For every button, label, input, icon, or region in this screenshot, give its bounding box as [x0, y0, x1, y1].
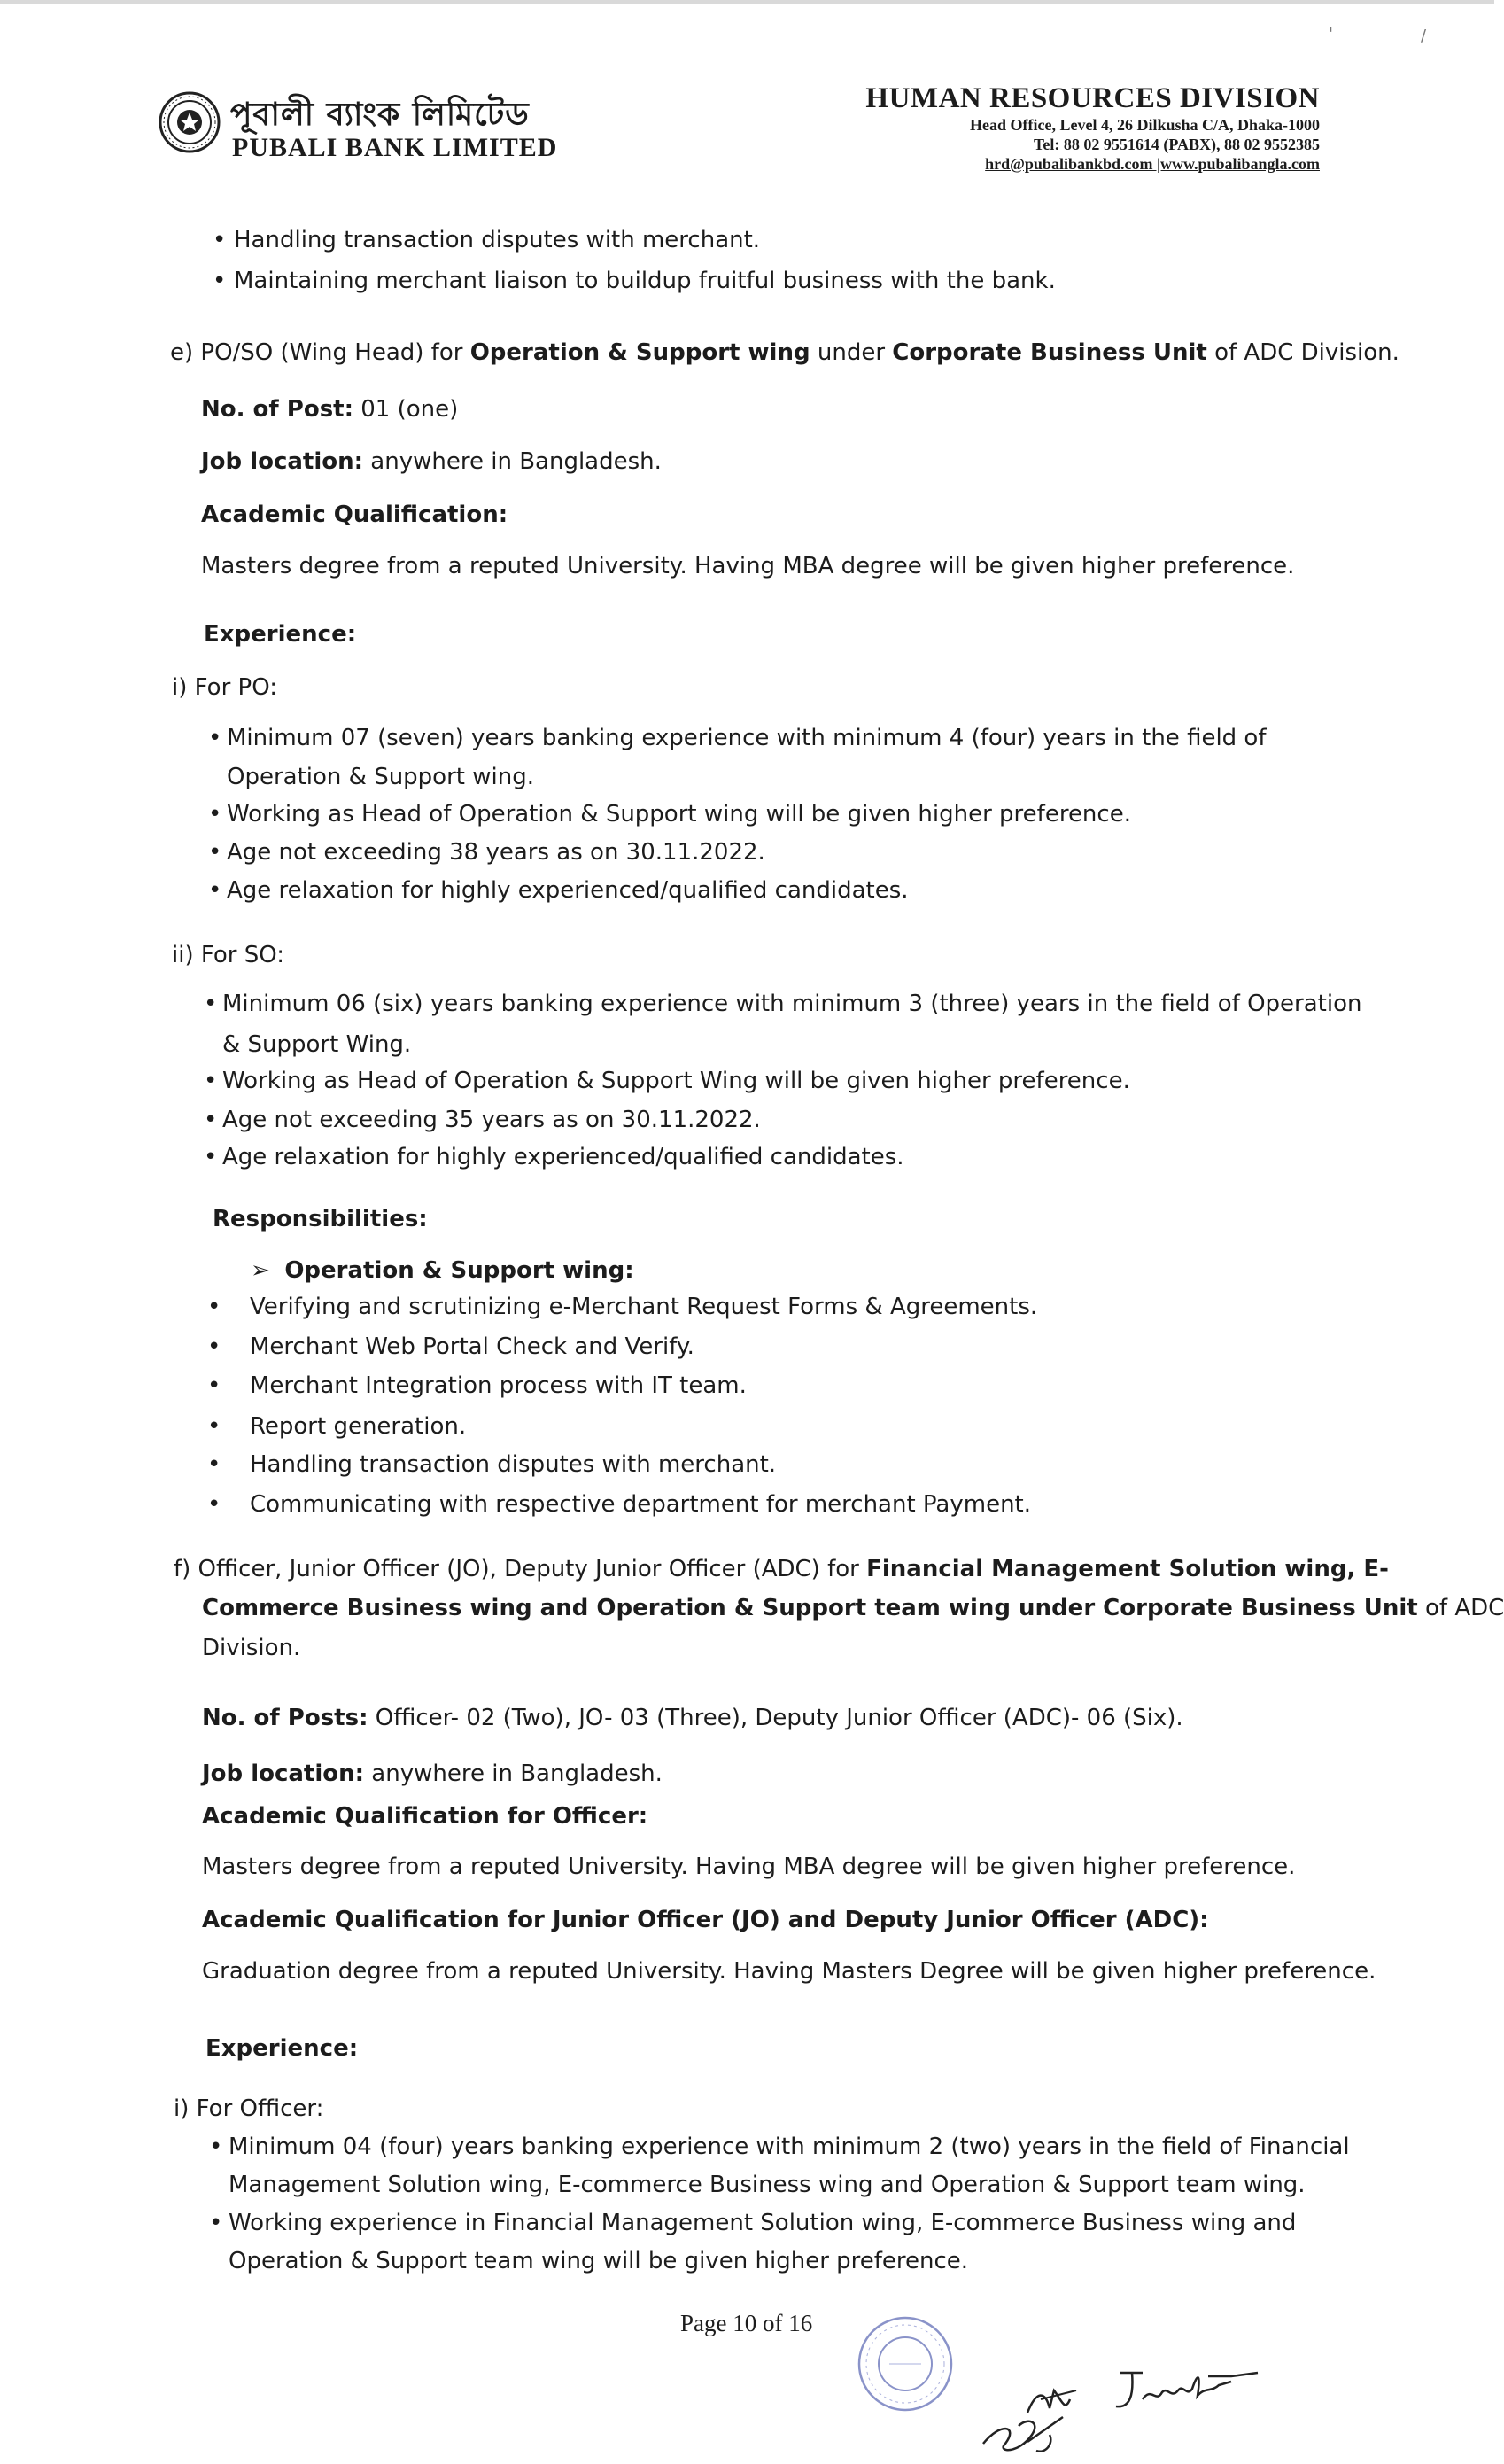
po-label: i) For PO: — [172, 674, 277, 701]
bullet-dot: • — [209, 2134, 223, 2160]
bullet-dot: • — [207, 1333, 221, 1360]
list-item: Report generation. — [250, 1413, 467, 1440]
list-item-continuation: Operation & Support wing. — [227, 764, 534, 790]
bullet-dot: • — [213, 268, 227, 294]
list-item: Working as Head of Operation & Support Wing will be given higher preference. — [222, 1068, 1130, 1094]
list-item: Merchant Integration process with IT team. — [250, 1372, 747, 1399]
bullet-dot: • — [204, 1068, 218, 1094]
bullet-dot: • — [209, 2210, 223, 2236]
section-f-heading-line2: Commerce Business wing and Operation & Support team wing under Corporate Business Unit of ADC — [202, 1595, 1504, 1621]
list-item: Age relaxation for highly experienced/qualified candidates. — [222, 1144, 904, 1170]
list-item: Working as Head of Operation & Support wing will be given higher preference. — [227, 801, 1131, 828]
office-stamp-icon — [856, 2314, 955, 2413]
list-item: Communicating with respective department for merchant Payment. — [250, 1491, 1032, 1518]
list-item: Age not exceeding 35 years as on 30.11.2022. — [222, 1107, 761, 1133]
wing-heading: ➢ Operation & Support wing: — [251, 1257, 634, 1284]
list-item-continuation: Operation & Support team wing will be given higher preference. — [229, 2248, 969, 2274]
responsibilities-label: Responsibilities: — [213, 1206, 428, 1232]
bullet-dot: • — [208, 877, 222, 904]
list-item: Handling transaction disputes with merchant. — [250, 1451, 777, 1478]
list-item: Handling transaction disputes with merchant. — [234, 227, 761, 253]
head-office-address: Head Office, Level 4, 26 Dilkusha C/A, Dhaka-1000 — [969, 116, 1320, 134]
list-item: Minimum 04 (four) years banking experience with minimum 2 (two) years in the field of Financial — [229, 2134, 1350, 2160]
scan-mark: / — [1421, 27, 1427, 45]
list-item: Age not exceeding 38 years as on 30.11.2022. — [227, 839, 765, 866]
bullet-dot: • — [207, 1372, 221, 1399]
list-item: Maintaining merchant liaison to buildup fruitful business with the bank. — [234, 268, 1056, 294]
scan-top-border — [0, 0, 1494, 4]
handwritten-signatures — [965, 2337, 1284, 2461]
bullet-dot: • — [207, 1491, 221, 1518]
list-item: Minimum 07 (seven) years banking experience with minimum 4 (four) years in the field of — [227, 725, 1267, 751]
section-f-posts: No. of Posts: Officer- 02 (Two), JO- 03 (Three), Deputy Junior Officer (ADC)- 06 (Six). — [202, 1705, 1183, 1731]
section-e-experience-label: Experience: — [204, 621, 357, 648]
bullet-dot: • — [207, 1451, 221, 1478]
section-e-posts: No. of Post: 01 (one) — [201, 396, 459, 423]
bullet-dot: • — [207, 1413, 221, 1440]
bullet-dot: • — [204, 1107, 218, 1133]
page-number: Page 10 of 16 — [680, 2310, 813, 2336]
scan-mark: ' — [1329, 25, 1333, 43]
list-item-continuation: Management Solution wing, E-commerce Business wing and Operation & Support team wing. — [229, 2172, 1306, 2198]
arrow-bullet-icon: ➢ — [251, 1257, 285, 1284]
bank-name-bengali: পূবালী ব্যাংক লিমিটেড — [230, 96, 530, 133]
list-item: Minimum 06 (six) years banking experience with minimum 3 (three) years in the field of Operation — [222, 991, 1362, 1017]
so-label: ii) For SO: — [172, 942, 285, 968]
list-item: Working experience in Financial Management Solution wing, E-commerce Business wing and — [229, 2210, 1297, 2236]
academic-jo-label: Academic Qualification for Junior Officer (JO) and Deputy Junior Officer (ADC): — [202, 1907, 1209, 1933]
bullet-dot: • — [208, 839, 222, 866]
section-e-heading: e) PO/SO (Wing Head) for Operation & Support wing under Corporate Business Unit of ADC Division. — [170, 339, 1399, 366]
bullet-dot: • — [208, 801, 222, 828]
list-item-continuation: & Support Wing. — [222, 1031, 412, 1058]
telephone-numbers: Tel: 88 02 9551614 (PABX), 88 02 9552385 — [1034, 136, 1320, 153]
bullet-dot: • — [204, 991, 218, 1017]
division-contact-block — [865, 82, 1320, 174]
bullet-dot: • — [204, 1144, 218, 1170]
division-title: HUMAN RESOURCES DIVISION — [865, 82, 1320, 114]
email-website-links[interactable]: hrd@pubalibankbd.com |www.pubalibangla.com — [985, 155, 1320, 173]
bullet-dot: • — [208, 725, 222, 751]
section-f-location: Job location: anywhere in Bangladesh. — [202, 1761, 663, 1787]
academic-jo-text: Graduation degree from a reputed University. Having Masters Degree will be given higher preference. — [202, 1958, 1376, 1985]
officer-label: i) For Officer: — [174, 2095, 324, 2122]
academic-officer-label: Academic Qualification for Officer: — [202, 1803, 648, 1830]
list-item: Merchant Web Portal Check and Verify. — [250, 1333, 694, 1360]
bullet-dot: • — [207, 1294, 221, 1320]
section-f-heading-line1: f) Officer, Junior Officer (JO), Deputy Junior Officer (ADC) for Financial Management Solution wing, E- — [174, 1556, 1389, 1582]
bank-seal-icon — [158, 90, 221, 154]
section-e-academic-text: Masters degree from a reputed University. Having MBA degree will be given higher preference. — [201, 553, 1295, 579]
bank-name-english: PUBALI BANK LIMITED — [232, 133, 558, 162]
section-f-heading-line3: Division. — [202, 1635, 301, 1661]
list-item: Verifying and scrutinizing e-Merchant Request Forms & Agreements. — [250, 1294, 1038, 1320]
academic-officer-text: Masters degree from a reputed University. Having MBA degree will be given higher preference. — [202, 1854, 1296, 1880]
section-f-experience-label: Experience: — [205, 2035, 359, 2062]
section-e-academic-label: Academic Qualification: — [201, 501, 508, 528]
list-item: Age relaxation for highly experienced/qualified candidates. — [227, 877, 909, 904]
bullet-dot: • — [213, 227, 227, 253]
section-e-location: Job location: anywhere in Bangladesh. — [201, 448, 662, 475]
